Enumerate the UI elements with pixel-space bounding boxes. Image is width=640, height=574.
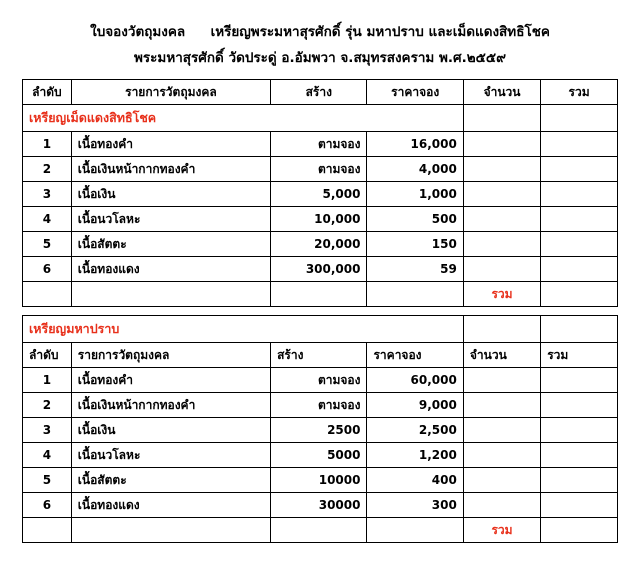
row-made: 30000 [271, 493, 367, 518]
sum-blank-no [23, 518, 72, 543]
section-qty-cell[interactable] [463, 316, 540, 343]
row-item: เนื้อทองแดง [71, 257, 270, 282]
section-sum-row [23, 282, 618, 307]
row-total-input[interactable] [541, 257, 618, 282]
row-item: เนื้อเงิน [71, 418, 270, 443]
table-row [23, 132, 618, 157]
row-no: 1 [23, 132, 72, 157]
row-item: เนื้อสัตตะ [71, 232, 270, 257]
row-qty-input[interactable] [463, 157, 540, 182]
row-no: 3 [23, 418, 72, 443]
title-line-1 [22, 20, 618, 46]
table-row [23, 443, 618, 468]
sum-label: รวม [463, 518, 540, 543]
order-table-section-2 [22, 315, 618, 543]
row-item: เนื้อทองคำ [71, 368, 270, 393]
column-header-item: รายการวัตถุมงคล [71, 343, 270, 368]
row-qty-input[interactable] [463, 368, 540, 393]
row-price: 1,200 [367, 443, 463, 468]
sum-blank-no [23, 282, 72, 307]
row-made: 2500 [271, 418, 367, 443]
column-header-no: ลำดับ [23, 80, 72, 105]
table-header-row [23, 343, 618, 368]
sum-blank-item [71, 282, 270, 307]
row-price: 2,500 [367, 418, 463, 443]
row-price: 300 [367, 493, 463, 518]
row-price: 400 [367, 468, 463, 493]
column-header-price: ราคาจอง [367, 80, 463, 105]
column-header-total: รวม [541, 80, 618, 105]
row-price: 4,000 [367, 157, 463, 182]
order-table-section-1 [22, 79, 618, 307]
row-item: เนื้อทองคำ [71, 132, 270, 157]
row-no: 2 [23, 157, 72, 182]
row-total-input[interactable] [541, 443, 618, 468]
row-total-input[interactable] [541, 132, 618, 157]
row-no: 1 [23, 368, 72, 393]
column-header-qty: จำนวน [463, 80, 540, 105]
row-no: 6 [23, 257, 72, 282]
row-made: ตามจอง [271, 157, 367, 182]
column-header-price: ราคาจอง [367, 343, 463, 368]
section-label-2: เหรียญมหาปราบ [23, 316, 464, 343]
row-qty-input[interactable] [463, 493, 540, 518]
row-no: 5 [23, 232, 72, 257]
row-qty-input[interactable] [463, 418, 540, 443]
row-qty-input[interactable] [463, 468, 540, 493]
row-total-input[interactable] [541, 368, 618, 393]
row-item: เนื้อเงินหน้ากากทองคำ [71, 157, 270, 182]
row-made: 10000 [271, 468, 367, 493]
row-no: 2 [23, 393, 72, 418]
row-made: 10,000 [271, 207, 367, 232]
table-row [23, 207, 618, 232]
row-item: เนื้อนวโลหะ [71, 443, 270, 468]
table-row [23, 257, 618, 282]
row-made: 5,000 [271, 182, 367, 207]
section-total-cell[interactable] [541, 105, 618, 132]
row-no: 6 [23, 493, 72, 518]
section-label-1: เหรียญเม็ดแดงสิทธิโชค [23, 105, 464, 132]
row-qty-input[interactable] [463, 132, 540, 157]
row-made: ตามจอง [271, 393, 367, 418]
row-made: 5000 [271, 443, 367, 468]
sum-total-input[interactable] [541, 282, 618, 307]
row-qty-input[interactable] [463, 207, 540, 232]
sum-blank-item [71, 518, 270, 543]
sum-label: รวม [463, 282, 540, 307]
row-item: เนื้อเงินหน้ากากทองคำ [71, 393, 270, 418]
row-price: 16,000 [367, 132, 463, 157]
row-qty-input[interactable] [463, 182, 540, 207]
column-header-no: ลำดับ [23, 343, 72, 368]
table-row [23, 468, 618, 493]
title-part-a: ใบจองวัตถุมงคล [90, 24, 186, 40]
table-row [23, 418, 618, 443]
row-qty-input[interactable] [463, 257, 540, 282]
column-header-qty: จำนวน [463, 343, 540, 368]
row-price: 1,000 [367, 182, 463, 207]
sum-blank-price [367, 282, 463, 307]
row-no: 3 [23, 182, 72, 207]
row-made: ตามจอง [271, 132, 367, 157]
row-total-input[interactable] [541, 468, 618, 493]
section-qty-cell[interactable] [463, 105, 540, 132]
table-row [23, 232, 618, 257]
row-total-input[interactable] [541, 493, 618, 518]
table-row [23, 393, 618, 418]
column-header-item: รายการวัตถุมงคล [71, 80, 270, 105]
column-header-made: สร้าง [271, 80, 367, 105]
sum-blank-made [271, 518, 367, 543]
section-title-row [23, 105, 618, 132]
row-made: 20,000 [271, 232, 367, 257]
sum-blank-price [367, 518, 463, 543]
row-no: 5 [23, 468, 72, 493]
row-qty-input[interactable] [463, 232, 540, 257]
row-no: 4 [23, 443, 72, 468]
row-made: 300,000 [271, 257, 367, 282]
row-total-input[interactable] [541, 393, 618, 418]
table-row [23, 368, 618, 393]
row-qty-input[interactable] [463, 393, 540, 418]
section-title-row [23, 316, 618, 343]
title-line-2: พระมหาสุรศักดิ์ วัดประดู่ อ.อัมพวา จ.สมุทรสงคราม พ.ศ.๒๕๕๙ [134, 49, 506, 66]
column-header-made: สร้าง [271, 343, 367, 368]
section-total-cell[interactable] [541, 316, 618, 343]
row-price: 150 [367, 232, 463, 257]
column-header-total: รวม [541, 343, 618, 368]
table-spacer [22, 307, 618, 315]
sum-blank-made [271, 282, 367, 307]
row-total-input[interactable] [541, 232, 618, 257]
row-item: เนื้อเงิน [71, 182, 270, 207]
sum-total-input[interactable] [541, 518, 618, 543]
title-part-b: เหรียญพระมหาสุรศักดิ์ รุ่น มหาปราบ และเม็ดแดงสิทธิโชค [210, 24, 550, 40]
section-sum-row [23, 518, 618, 543]
row-item: เนื้อสัตตะ [71, 468, 270, 493]
document-header [22, 20, 618, 71]
row-item: เนื้อทองแดง [71, 493, 270, 518]
row-price: 9,000 [367, 393, 463, 418]
row-total-input[interactable] [541, 207, 618, 232]
row-qty-input[interactable] [463, 443, 540, 468]
row-total-input[interactable] [541, 157, 618, 182]
row-price: 59 [367, 257, 463, 282]
table-header-row [23, 80, 618, 105]
row-total-input[interactable] [541, 418, 618, 443]
table-row [23, 157, 618, 182]
row-made: ตามจอง [271, 368, 367, 393]
row-price: 60,000 [367, 368, 463, 393]
row-no: 4 [23, 207, 72, 232]
row-price: 500 [367, 207, 463, 232]
row-total-input[interactable] [541, 182, 618, 207]
table-row [23, 493, 618, 518]
row-item: เนื้อนวโลหะ [71, 207, 270, 232]
table-row [23, 182, 618, 207]
